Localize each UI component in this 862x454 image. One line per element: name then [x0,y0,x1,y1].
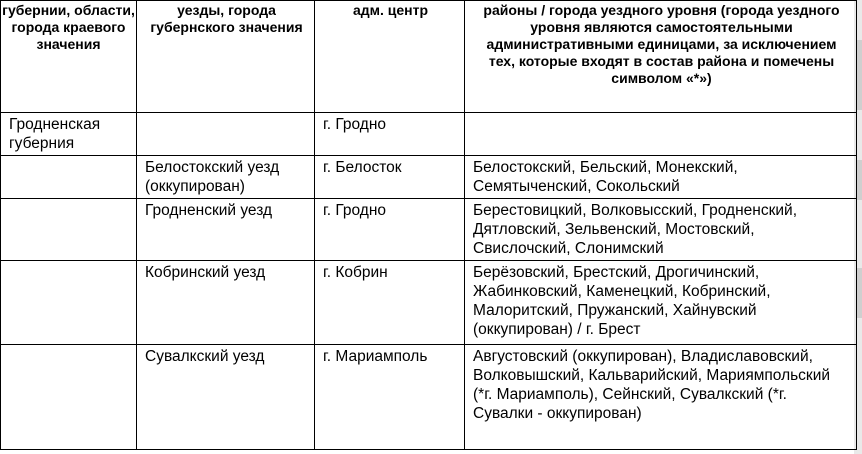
cell-county: Белостокский уезд (оккупирован) [137,156,315,199]
cell-county: Гродненский уезд [137,199,315,261]
cell-region [1,345,137,450]
cell-districts: Августовский (оккупирован), Владиславовский, Волковышский, Кальварийский, Мариямпольский (*г. Мариамполь), Сейнский, Сувалкский (*г. Сувалки - оккупирован) [465,345,857,450]
cell-county: Кобринский уезд [137,261,315,345]
table-row [1,261,857,345]
cell-districts: Берестовицкий, Волковысский, Гродненский, Дятловский, Зельвенский, Мостовский, Свислочский, Слонимский [465,199,857,261]
cell-region [1,199,137,261]
header-regions: губернии, области, города краевого значения [1,1,137,113]
cell-region [1,261,137,345]
cell-districts: Берёзовский, Брестский, Дрогичинский, Жабинковский, Каменецкий, Кобринский, Малоритский, Пружанский, Хайнувский (оккупирован) / г. Брест [465,261,857,345]
cell-districts: Белостокский, Бельский, Монекский, Семятыченский, Сокольский [465,156,857,199]
header-counties: уезды, города губернского значения [137,1,315,113]
header-districts: районы / города уездного уровня (города уездного уровня являются самостоятельными административными единицами, за исключением тех, которые входят в состав района и помечены символом «*») [465,1,857,113]
cell-region [1,156,137,199]
cell-center: г. Гродно [315,113,465,156]
table-row [1,345,857,450]
cell-districts [465,113,857,156]
cell-center: г. Гродно [315,199,465,261]
cell-center: г. Белосток [315,156,465,199]
cell-center: г. Кобрин [315,261,465,345]
cell-county: Сувалкский уезд [137,345,315,450]
table-row [1,156,857,199]
table-row [1,199,857,261]
cell-region: Гродненская губерния [1,113,137,156]
table-row [1,113,857,156]
table-header-row [1,1,857,113]
cell-center: г. Мариамполь [315,345,465,450]
header-admin-center: адм. центр [315,1,465,113]
cell-county [137,113,315,156]
